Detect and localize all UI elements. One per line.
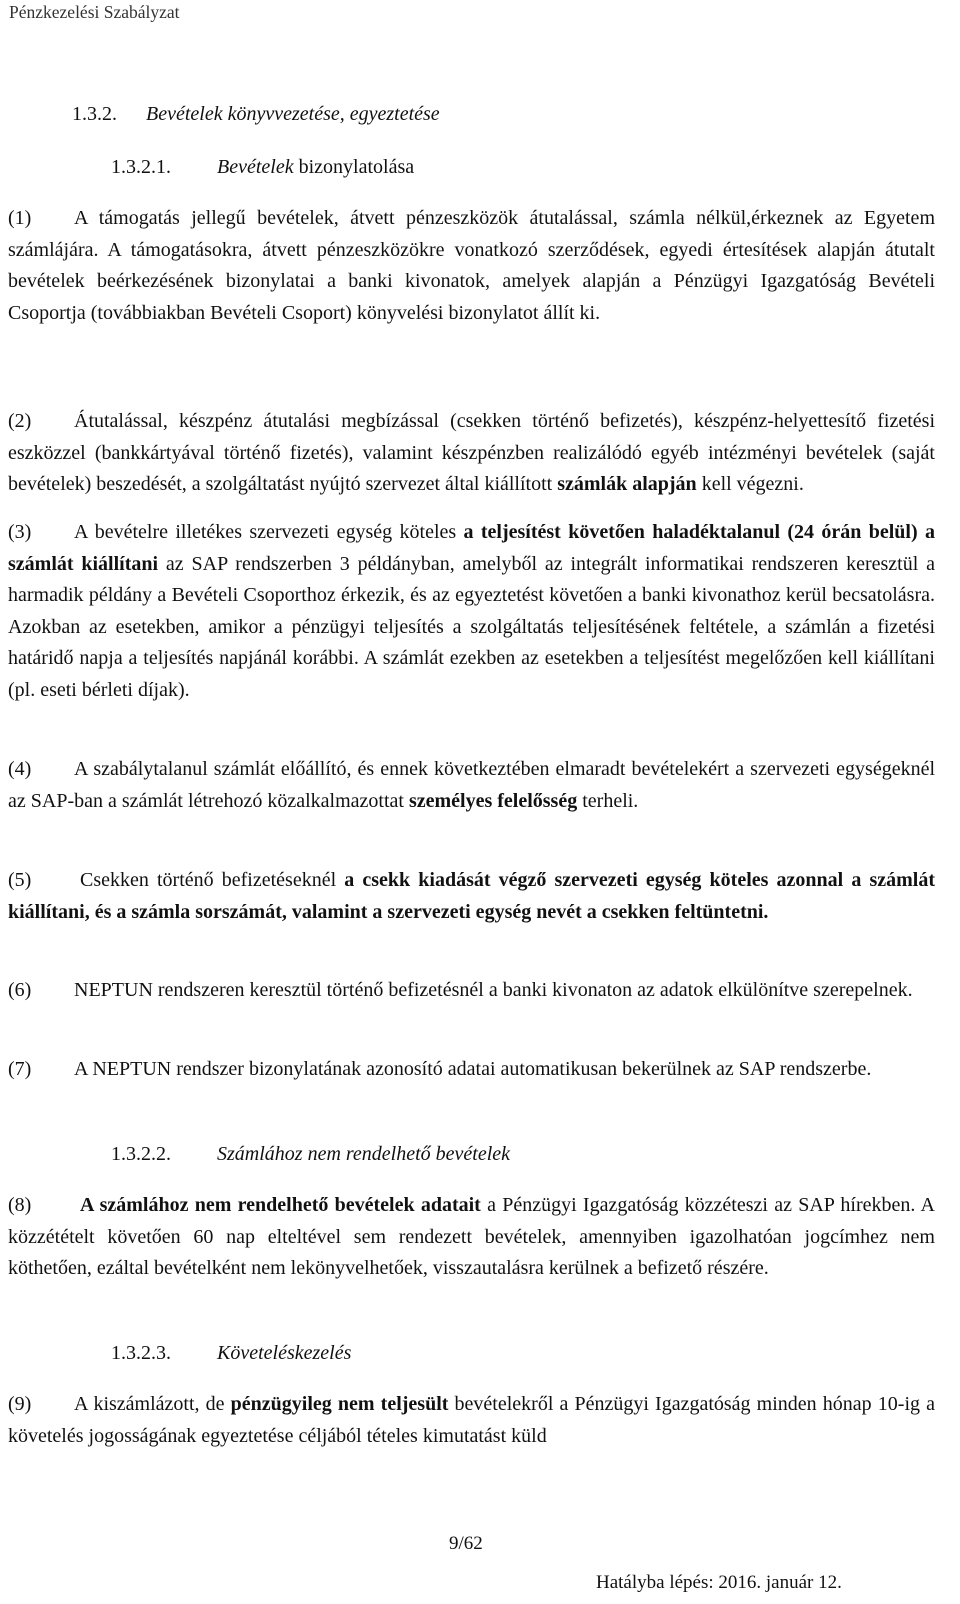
paragraph-text-end: az SAP rendszerben 3 példányban, amelyből az integrált informatikai rendszeren keresztül a harmadik példány a Bevételi Csoporthoz érkezik, és az egyeztetést követően a banki kivonathoz kerül becsatolásra. Azokban az esetekben, amikor a pénzügyi teljesítés a szolgáltatás teljesítésének feltétele, a számlán a fizetési határidő napja a teljesítés napjánál korábbi. A számlát ezekben az esetekben a teljesítést megelőzően kell kiállítani (pl. eseti bérleti díjak). xyxy=(8,552,935,701)
paragraph-bold-text: pénzügyileg nem teljesült xyxy=(230,1393,449,1415)
paragraph-text: A szabálytalanul számlát előállító, és ennek következtében elmaradt bevételekért a szervezeti egységeknél az SAP-ban a számlát létrehozó közalkalmazottat xyxy=(8,758,935,812)
paragraph-label: (5) xyxy=(8,869,32,891)
paragraph-text-end: bevételekről a Pénzügyi Igazgatóság minden hónap 10-ig a követelés jogosságának egyeztetése céljából tételes kimutatást küld xyxy=(8,1393,935,1447)
paragraph-4 xyxy=(8,754,935,817)
heading-title: Számlához nem rendelhető bevételek xyxy=(217,1143,511,1165)
paragraph-label: (3) xyxy=(8,521,32,543)
paragraph-text: A támogatás jellegű bevételek, átvett pénzeszközök átutalással, számla nélkül,érkeznek az Egyetem számlájára. A támogatásokra, átvett pénzeszközökre vonatkozó szerződések, egyedi értesítések alapján átutalt bevételek beérkezésének bizonylatai a banki kivonatok, amelyek alapján a Pénzügyi Igazgatóság Bevételi Csoportja (továbbiakban Bevételi Csoport) könyvelési bizonylatot állít ki. xyxy=(8,207,935,324)
paragraph-text-end: terheli. xyxy=(577,789,639,812)
heading-title-italic: Bevételek xyxy=(217,156,294,178)
paragraph-text-end: kell végezni. xyxy=(696,473,804,495)
paragraph-bold-text: a teljesítést követően haladéktalanul (24 órán belül) a számlát kiállítani xyxy=(8,521,936,575)
paragraph-bold-text: A számlához nem rendelhető bevételek adatait xyxy=(80,1194,481,1216)
paragraph-7 xyxy=(8,1054,935,1086)
page-number: 9/62 xyxy=(449,1533,483,1554)
paragraph-label: (2) xyxy=(8,410,32,432)
paragraph-text: NEPTUN rendszeren keresztül történő befizetésnél a banki kivonaton az adatok elkülönítve szerepelnek. xyxy=(74,979,913,1001)
paragraph-label: (1) xyxy=(8,207,32,229)
paragraph-5 xyxy=(8,865,935,928)
heading-number: 1.3.2.1. xyxy=(111,156,171,178)
paragraph-text: Átutalással, készpénz átutalási megbízással (csekken történő befizetés), készpénz-helyettesítő fizetési eszközzel (bankkártyával történő fizetés), valamint készpénzben realizálódó egyéb intézményi bevételek (saját bevételek) beszedését, a szolgáltatást nyújtó szervezet által kiállított xyxy=(8,410,935,495)
paragraph-8 xyxy=(8,1190,935,1285)
paragraph-text: A NEPTUN rendszer bizonylatának azonosító adatai automatikusan bekerülnek az SAP rendszerbe. xyxy=(74,1058,872,1080)
paragraph-bold-text: a csekk kiadását végző szervezeti egység köteles azonnal a számlát kiállítani, és a számla sorszámát, valamint a szervezeti egység nevét a csekken feltüntetni. xyxy=(8,869,935,923)
paragraph-label: (6) xyxy=(8,979,32,1001)
paragraph-6 xyxy=(8,975,935,1007)
paragraph-text: a Pénzügyi Igazgatóság közzéteszi az SAP hírekben. A közzétételt követően 60 nap elteltével sem rendezett bevételek, amennyiben igazolhatóan jogcímhez nem köthetően, ezáltal bevételként nem lekönyvelhetőek, visszautalásra kerülnek a befizető részére. xyxy=(8,1194,935,1279)
heading-title: Bevételek könyvvezetése, egyeztetése xyxy=(146,103,440,125)
heading-number: 1.3.2.3. xyxy=(111,1342,171,1364)
heading-number: 1.3.2.2. xyxy=(111,1143,171,1165)
paragraph-bold-text: személyes felelősség xyxy=(408,789,578,812)
paragraph-3 xyxy=(8,517,935,706)
paragraph-label: (9) xyxy=(8,1393,32,1415)
heading-1-3-2 xyxy=(72,98,440,130)
heading-1-3-2-1 xyxy=(111,151,414,183)
paragraph-text: A bevételre illetékes szervezeti egység köteles xyxy=(74,521,464,543)
effective-date: Hatályba lépés: 2016. január 12. xyxy=(596,1572,842,1593)
paragraph-bold-text: számlák alapján xyxy=(557,473,697,495)
document-header-title: Pénzkezelési Szabályzat xyxy=(9,2,180,22)
paragraph-label: (8) xyxy=(8,1194,32,1216)
heading-1-3-2-3 xyxy=(111,1337,351,1369)
heading-title-rest: bizonylatolása xyxy=(298,156,415,178)
paragraph-1 xyxy=(8,203,935,329)
paragraph-2 xyxy=(8,406,935,501)
paragraph-label: (4) xyxy=(8,758,32,780)
paragraph-9 xyxy=(8,1389,935,1452)
heading-number: 1.3.2. xyxy=(72,103,117,125)
paragraph-text: Csekken történő befizetéseknél xyxy=(80,869,345,891)
heading-title: Követeléskezelés xyxy=(217,1342,352,1364)
heading-1-3-2-2 xyxy=(111,1138,510,1170)
paragraph-label: (7) xyxy=(8,1058,32,1080)
paragraph-text: A kiszámlázott, de xyxy=(74,1393,231,1415)
